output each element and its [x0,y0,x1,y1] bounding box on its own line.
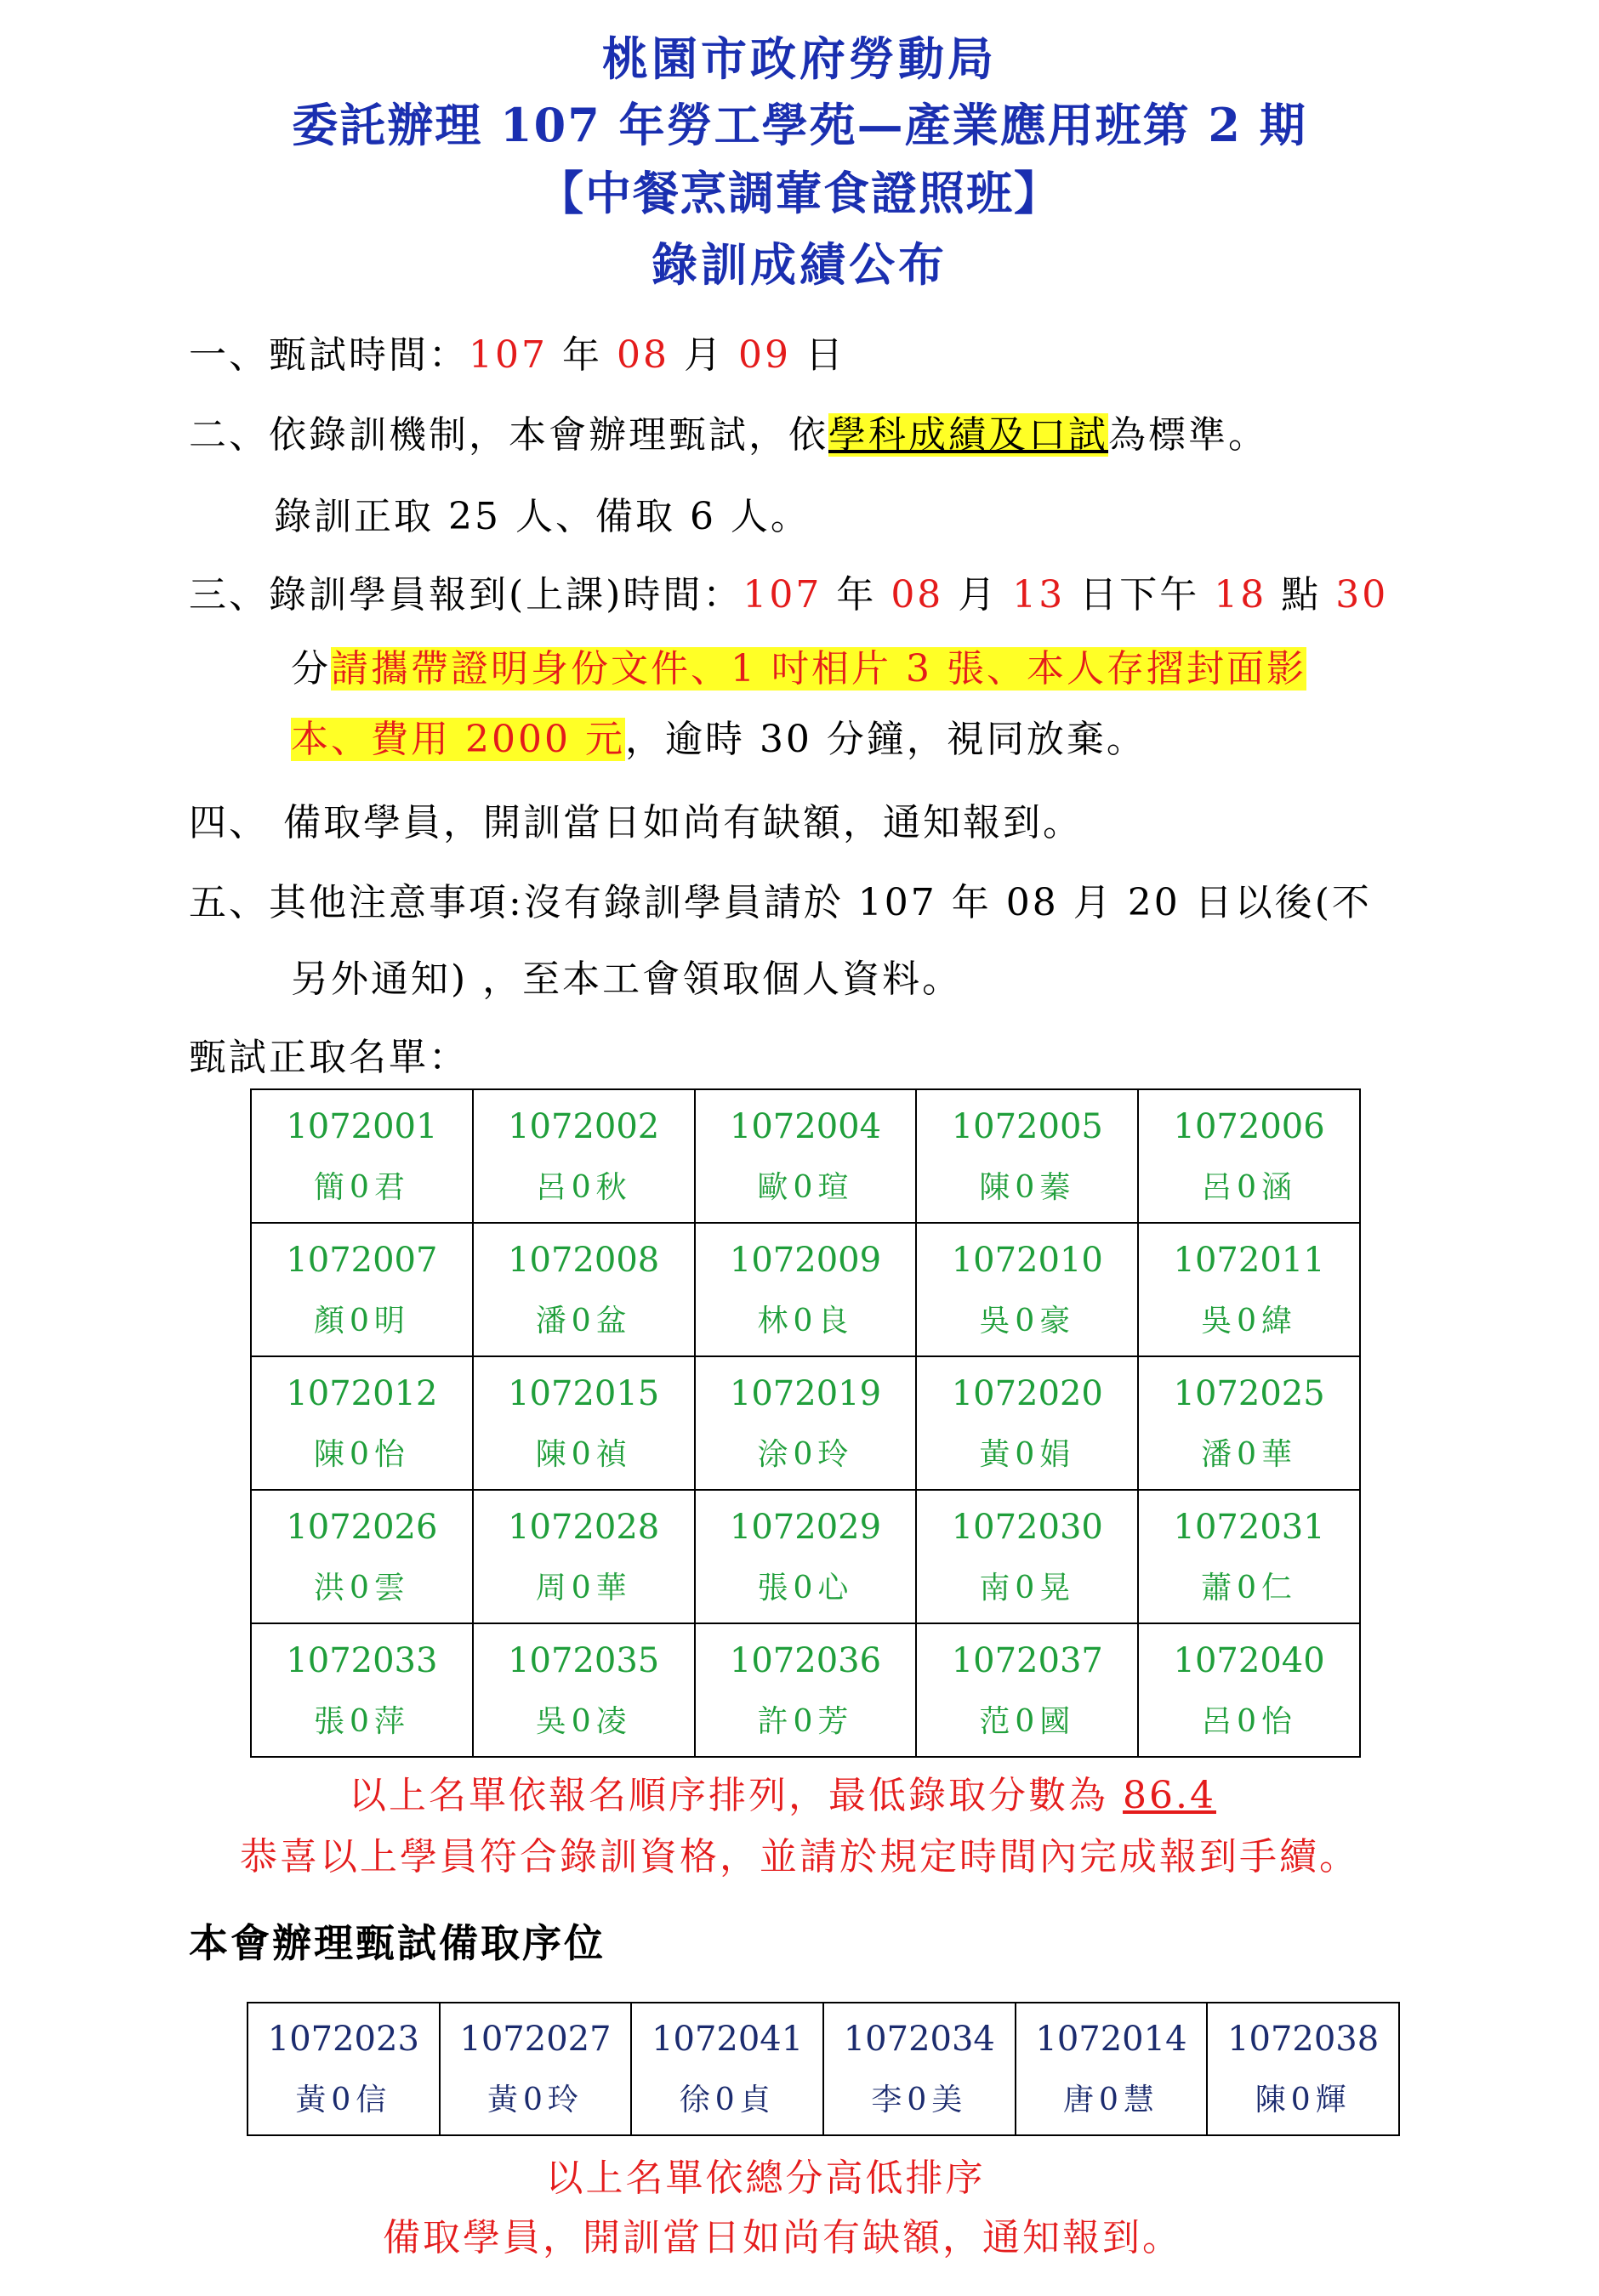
fee-highlight: 本、費用 2000 元 [291,718,625,761]
student-id: 1072031 [1173,1507,1325,1547]
admitted-cell [473,1623,695,1757]
student-name: 吳0凌 [535,1703,632,1739]
admitted-cell [473,1356,695,1490]
student-id: 1072009 [729,1240,882,1280]
admitted-cell [695,1223,917,1356]
waitlist-cell [631,2003,823,2135]
student-name: 黃0玲 [487,2083,583,2117]
admitted-row [251,1490,1360,1623]
admitted-note-1 [0,1774,1582,1817]
minute-unit: 分 [291,647,331,691]
student-id: 1072036 [729,1640,882,1680]
admitted-cell [473,1223,695,1356]
exam-month-unit: 月 [669,333,738,377]
student-name: 呂0怡 [1201,1703,1298,1739]
admitted-cell [695,1356,917,1490]
class-name: 【中餐烹調葷食證照班】 [538,166,1061,220]
admitted-order-note: 以上名單依報名順序排列，最低錄取分數為 [349,1774,1124,1817]
student-id: 1072010 [951,1240,1103,1280]
student-id: 1072002 [508,1106,660,1146]
checkin-time-line [189,573,1389,617]
student-name: 李0美 [871,2083,968,2117]
admitted-cell [251,1623,473,1757]
student-name: 簡0君 [313,1169,410,1205]
student-id: 1072034 [843,2020,995,2059]
other-notes-line: 五、其他注意事項:沒有錄訓學員請於 107 年 08 月 20 日以後(不 [189,881,1372,924]
student-id: 1072001 [286,1106,438,1146]
student-id: 1072004 [729,1106,882,1146]
student-name: 許0芳 [757,1703,854,1739]
exam-time-line [189,333,845,377]
admitted-list-label: 甄試正取名單： [189,1036,469,1079]
student-name: 唐0慧 [1063,2083,1159,2117]
student-id: 1072033 [286,1640,438,1680]
exam-time-label: 一、甄試時間： [189,333,469,377]
checkin-year: 107 [743,573,822,617]
student-id: 1072038 [1227,2020,1380,2059]
student-name: 張0萍 [313,1703,410,1739]
waitlist-cell [248,2003,440,2135]
admitted-cell [695,1623,917,1757]
admitted-cell [251,1089,473,1223]
program-title: 委託辦理 107 年勞工學苑—產業應用班第 2 期 [292,98,1307,152]
late-policy: ，逾時 30 分鐘，視同放棄。 [624,718,1147,761]
student-name: 吳0豪 [979,1303,1076,1338]
student-name: 黃0娟 [979,1436,1076,1472]
student-id: 1072015 [508,1373,660,1413]
admitted-cell [251,1490,473,1623]
student-id: 1072028 [508,1507,660,1547]
quota-line: 錄訓正取 25 人、備取 6 人。 [274,495,811,538]
waitlist-cell [440,2003,632,2135]
admitted-cell [695,1089,917,1223]
student-name: 周0華 [535,1570,632,1605]
student-id: 1072006 [1173,1106,1325,1146]
notice-title: 錄訓成績公布 [652,237,947,292]
checkin-month: 08 [891,573,944,617]
checkin-items-line [291,647,1306,691]
student-id: 1072035 [508,1640,660,1680]
admitted-row [251,1089,1360,1223]
required-items: 請攜帶證明身份文件、1 吋相片 3 張、本人存摺封面影 [331,647,1306,691]
student-id: 1072007 [286,1240,438,1280]
admitted-cell [473,1089,695,1223]
student-id: 1072012 [286,1373,438,1413]
waitlist-cell [1207,2003,1399,2135]
org-title: 桃園市政府勞動局 [602,31,997,86]
checkin-month-unit: 月 [943,573,1013,617]
student-id: 1072011 [1173,1240,1325,1280]
student-name: 陳0蓁 [979,1169,1076,1205]
checkin-fee-line [291,718,1147,761]
student-id: 1072029 [729,1507,882,1547]
student-name: 范0國 [979,1703,1076,1739]
student-id: 1072027 [459,2020,612,2059]
checkin-day: 13 [1012,573,1066,617]
student-id: 1072008 [508,1240,660,1280]
student-name: 歐0瑄 [757,1169,854,1205]
student-id: 1072019 [729,1373,882,1413]
exam-month: 08 [616,333,669,377]
checkin-minute: 30 [1335,573,1389,617]
student-name: 洪0雲 [313,1570,410,1605]
admitted-note-2: 恭喜以上學員符合錄訓資格，並請於規定時間內完成報到手續。 [240,1835,1359,1878]
exam-day: 09 [737,333,791,377]
criteria-suffix: 為標準。 [1108,413,1268,457]
student-name: 潘0盆 [535,1303,632,1338]
student-name: 潘0華 [1201,1436,1298,1472]
exam-year-unit: 年 [547,333,617,377]
checkin-year-unit: 年 [822,573,891,617]
admitted-cell [251,1356,473,1490]
admitted-cell [916,1223,1138,1356]
student-name: 涂0玲 [757,1436,854,1472]
waitlist-note-2: 備取學員，開訓當日如尚有缺額，通知報到。 [383,2216,1182,2259]
student-name: 顏0明 [313,1303,410,1338]
admitted-row [251,1356,1360,1490]
student-name: 張0心 [757,1570,854,1605]
student-name: 黃0信 [295,2083,392,2117]
admitted-table [250,1088,1361,1758]
student-name: 陳0輝 [1255,2083,1351,2117]
waitlist-rule-line: 四、 備取學員，開訓當日如尚有缺額，通知報到。 [189,801,1083,844]
checkin-label: 三、錄訓學員報到(上課)時間： [189,573,743,617]
criteria-highlight: 學科成績及口試 [828,413,1108,457]
checkin-hour: 18 [1214,573,1267,617]
admitted-cell [1138,1623,1360,1757]
admitted-cell [1138,1490,1360,1623]
admitted-cell [1138,1356,1360,1490]
admitted-cell [1138,1089,1360,1223]
admitted-cell [695,1490,917,1623]
waitlist-note-1: 以上名單依總分高低排序 [545,2157,986,2200]
criteria-prefix: 二、依錄訓機制，本會辦理甄試，依 [189,413,828,457]
student-id: 1072020 [951,1373,1103,1413]
admitted-row [251,1223,1360,1356]
admitted-cell [916,1623,1138,1757]
waitlist-title: 本會辦理甄試備取序位 [189,1920,606,1966]
admitted-cell [1138,1223,1360,1356]
student-name: 南0晃 [979,1570,1076,1605]
admitted-cell [251,1223,473,1356]
admitted-cell [916,1490,1138,1623]
student-name: 吳0緯 [1201,1303,1298,1338]
admitted-row [251,1623,1360,1757]
criteria-line [189,413,1268,457]
student-name: 徐0貞 [679,2083,776,2117]
admitted-cell [916,1356,1138,1490]
waitlist-row [248,2003,1399,2135]
student-id: 1072023 [267,2020,419,2059]
student-id: 1072014 [1035,2020,1187,2059]
student-id: 1072041 [652,2020,804,2059]
checkin-day-unit: 日下午 [1065,573,1215,617]
waitlist-table [247,2002,1400,2136]
student-name: 呂0涵 [1201,1169,1298,1205]
min-score: 86.4 [1123,1774,1216,1817]
student-name: 陳0禎 [535,1436,632,1472]
student-id: 1072025 [1173,1373,1325,1413]
admitted-cell [473,1490,695,1623]
student-name: 陳0怡 [313,1436,410,1472]
student-name: 呂0秋 [535,1169,632,1205]
student-id: 1072040 [1173,1640,1325,1680]
student-name: 蕭0仁 [1201,1570,1298,1605]
student-id: 1072026 [286,1507,438,1547]
student-name: 林0良 [757,1303,854,1338]
student-id: 1072037 [951,1640,1103,1680]
checkin-hour-unit: 點 [1266,573,1336,617]
admitted-cell [916,1089,1138,1223]
student-id: 1072030 [951,1507,1103,1547]
waitlist-cell [1016,2003,1208,2135]
other-notes-line-2: 另外通知) ，至本工會領取個人資料。 [291,958,963,1001]
exam-day-unit: 日 [790,333,845,377]
waitlist-cell [823,2003,1016,2135]
exam-year: 107 [469,333,548,377]
student-id: 1072005 [951,1106,1103,1146]
